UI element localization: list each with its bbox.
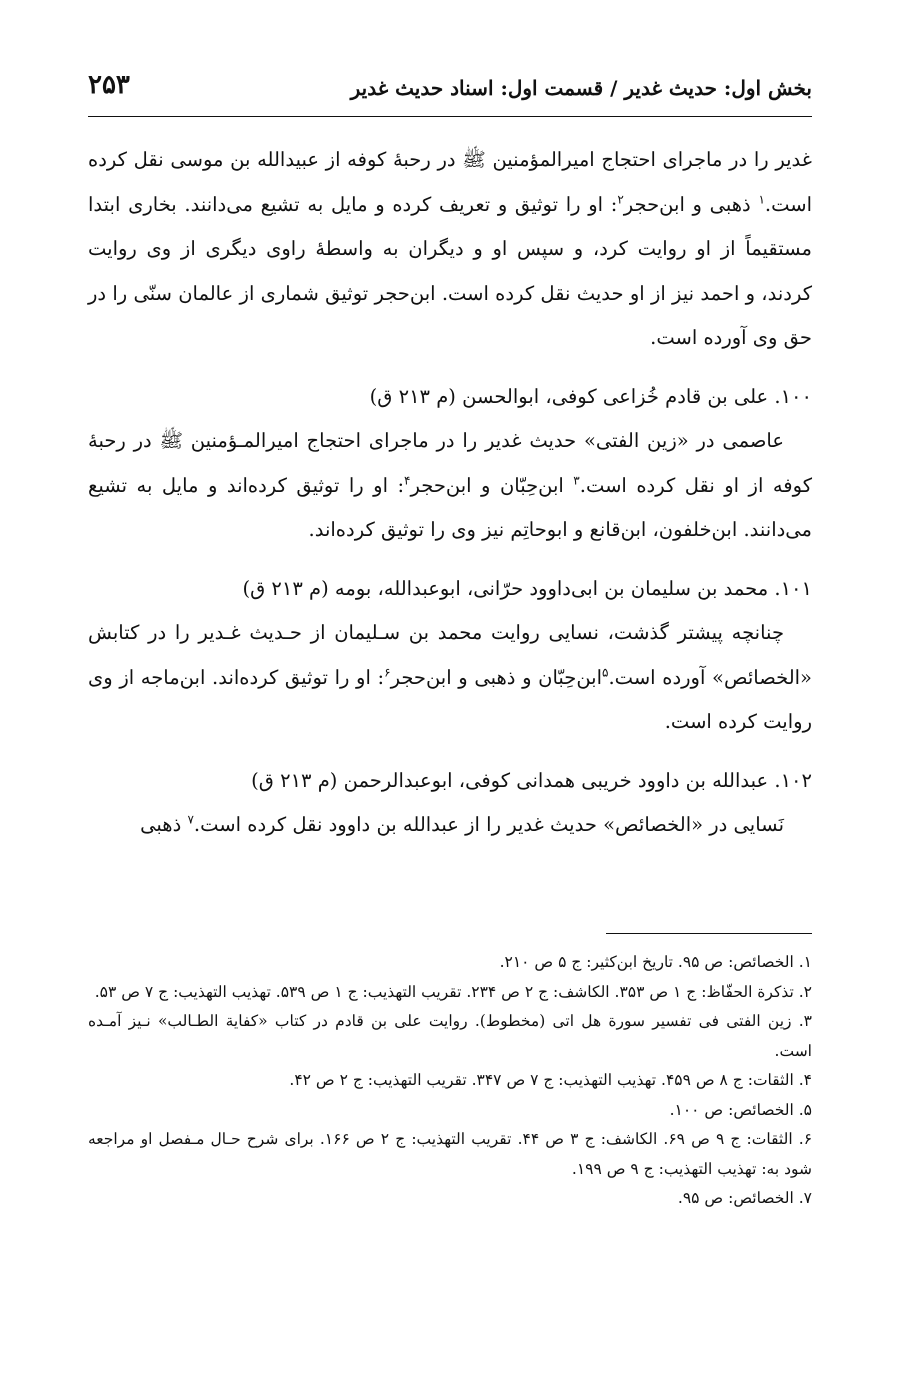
paragraph-101-text-a: چنانچه پیشتر گذشت، نسایی روایت محمد بن سـلیمان از حـدیث غـدیر را در کتابش «الخصائص» آورده است. xyxy=(88,621,812,689)
footnote-2: ۲. تذکرة الحفّاظ: ج ۱ ص ۳۵۳. الکاشف: ج ۲ ص ۲۳۴. تقریب التهذیب: ج ۱ ص ۵۳۹. تهذیب التهذیب: ج ۷ ص ۵۳. xyxy=(94,982,812,1001)
paragraph-100-text-b: ابن‌حِبّان و ابن‌حجر xyxy=(410,473,574,497)
entry-heading-101: ۱۰۱. محمد بن سلیمان بن ابی‌داوود حرّانی، ابوعبدالله، بومه (م ۲۱۳ ق) xyxy=(242,576,812,600)
footnote-ref-1: ۱ xyxy=(758,192,765,206)
footnote-ref-3: ۳ xyxy=(573,473,580,487)
paragraph-1-text-b: ذهبی و ابن‌حجر xyxy=(623,192,759,216)
paragraph-1 xyxy=(88,138,812,361)
footnote-7: ۷. الخصائص: ص ۹۵. xyxy=(677,1189,812,1207)
footnote-5: ۵. الخصائص: ص ۱۰۰. xyxy=(669,1100,812,1119)
entry-heading-102: ۱۰۲. عبدالله بن داوود خریبی همدانی کوفی، ابوعبدالرحمن (م ۲۱۳ ق) xyxy=(251,768,812,792)
footnote-ref-5: ۵ xyxy=(602,665,609,679)
header-rule xyxy=(88,116,812,117)
page-number: ۲۵۳ xyxy=(88,70,130,100)
paragraph-100 xyxy=(88,419,812,553)
footnote-ref-2: ۲ xyxy=(617,192,624,206)
paragraph-101-text-c: : او را توثیق کرده‌اند. ابن‌ماجه از وی روایت کرده است. xyxy=(88,665,812,733)
paragraph-101-text-b: ابن‌حِبّان و ذهبی و ابن‌حجر xyxy=(390,665,603,689)
page-header xyxy=(88,68,812,112)
paragraph-102-text-a: نَسایی در «الخصائص» حدیث غدیر را از عبدالله بن داوود نقل کرده است. xyxy=(193,813,784,836)
paragraph-101 xyxy=(88,611,812,745)
paragraph-1-text-c: : او را توثیق و تعریف کرده و مایل به تشیع می‌دانند. بخاری ابتدا مستقیماً از او روایت کرد، و سپس او و دیگران به واسطهٔ راوی دیگری از وی روایت کردند، و احمد نیز از او حدیث نقل کرده است. ابن‌حجر توثیق شماری از عالمان سنّی را در حق وی آورده است. xyxy=(88,192,812,349)
body-text xyxy=(88,138,812,848)
paragraph-102 xyxy=(88,803,812,848)
footnote-1: ۱. الخصائص: ص ۹۵. تاریخ ابن‌کثیر: ج ۵ ص ۲۱۰. xyxy=(499,953,812,971)
footnote-ref-4: ۴ xyxy=(404,473,411,487)
footnotes xyxy=(88,948,812,1214)
paragraph-100-text-a: عاصمی در «زین الفتی» حدیث غدیر را در ماجرای احتجاج امیرالمـؤمنین ﷺ در رحبهٔ کوفه از او نقل کرده است. xyxy=(88,429,812,497)
footnote-ref-6: ۶ xyxy=(384,665,391,679)
footnote-separator xyxy=(606,933,812,934)
entry-heading-100: ۱۰۰. علی بن قادم خُزاعی کوفی، ابوالحسن (م ۲۱۳ ق) xyxy=(369,384,812,408)
running-title: بخش اول: حدیث غدیر / قسمت اول: اسناد حدیث غدیر xyxy=(350,76,812,100)
paragraph-100-text-c: : او را توثیق کرده‌اند و مایل به تشیع می‌دانند. ابن‌خلفون، ابن‌قانع و ابوحاتِم نیز وی را توثیق کرده‌اند. xyxy=(88,473,812,541)
document-page xyxy=(88,0,812,1390)
paragraph-1-text-a: غدیر را در ماجرای احتجاج امیرالمؤمنین ﷺ در رحبهٔ کوفه از عبیدالله بن موسی نقل کرده است. xyxy=(88,148,812,216)
footnote-6: ۶. الثقات: ج ۹ ص ۶۹. الکاشف: ج ۳ ص ۴۴. تقریب التهذیب: ج ۲ ص ۱۶۶. برای شرح حـال مـفصل او مراجعه شود به: تهذیب التهذیب: ج ۹ ص ۱۹۹. xyxy=(88,1130,813,1178)
footnote-4: ۴. الثقات: ج ۸ ص ۴۵۹. تهذیب التهذیب: ج ۷ ص ۳۴۷. تقریب التهذیب: ج ۲ ص ۴۲. xyxy=(289,1071,812,1089)
paragraph-102-text-b: ذهبی xyxy=(140,813,188,836)
footnote-3: ۳. زین الفتی فی تفسیر سورة هل اتی (مخطوط). روایت علی بن قادم در کتاب «کفایة الطـالب» نـیز آمـده است. xyxy=(88,1012,812,1060)
footnote-ref-7: ۷ xyxy=(187,812,194,827)
